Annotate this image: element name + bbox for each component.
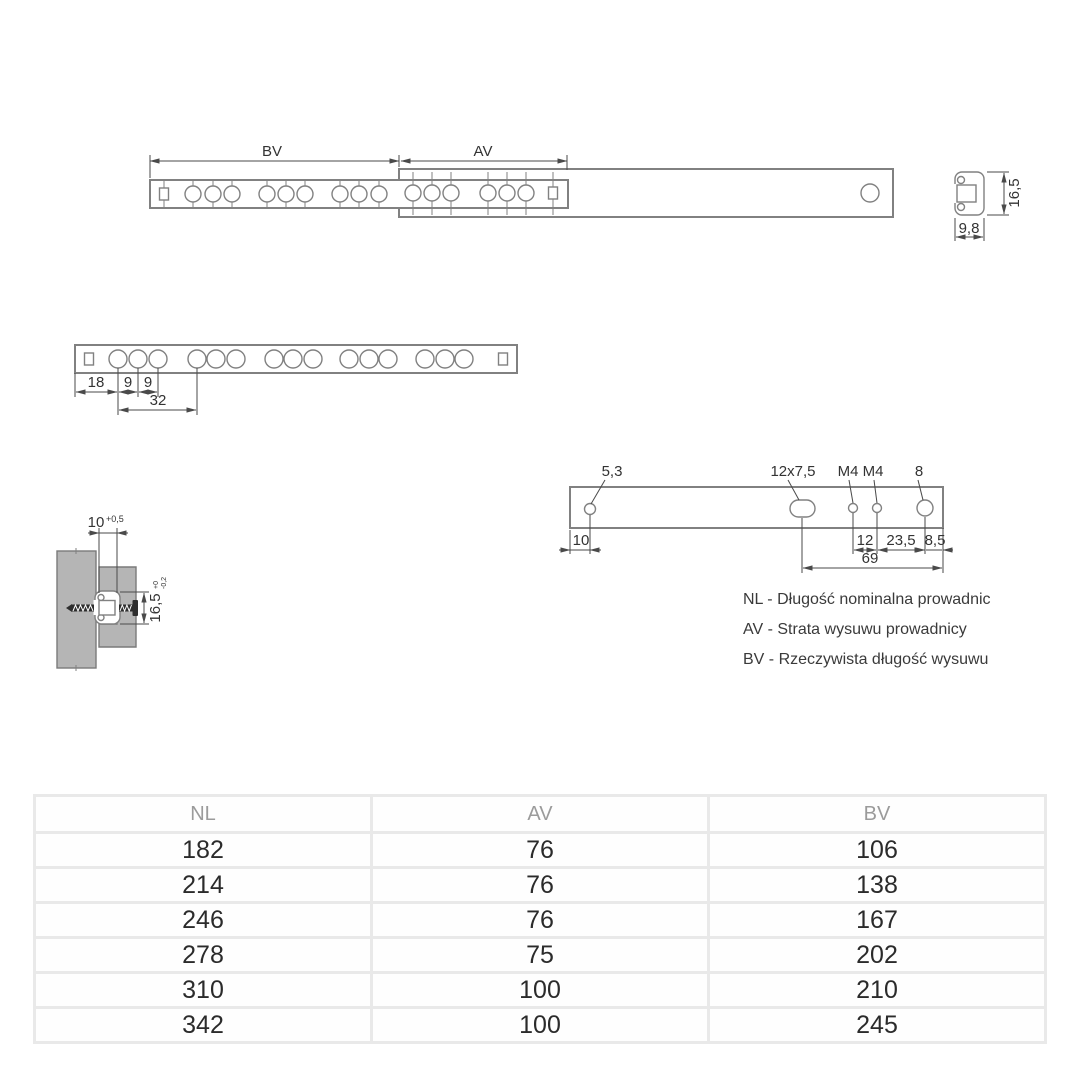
table-cell: 100	[372, 973, 709, 1008]
dim-label-groove-tolerance: +0,5	[106, 514, 124, 524]
table-row	[35, 833, 1046, 868]
table-cell: 106	[709, 833, 1046, 868]
profile-cross-section	[953, 172, 1024, 241]
dim-label-12: 12	[856, 532, 874, 549]
dim-label-9a: 9	[123, 374, 133, 391]
hole-label-m4-left: M4	[837, 463, 859, 480]
table-cell: 100	[372, 1008, 709, 1043]
table-cell: 245	[709, 1008, 1046, 1043]
table-cell: 75	[372, 938, 709, 973]
table-row	[35, 903, 1046, 938]
table-cell: 210	[709, 973, 1046, 1008]
mounting-rail-drawing	[559, 463, 953, 573]
table-cell: 76	[372, 903, 709, 938]
dim-label-av: AV	[473, 143, 493, 160]
table-cell: 310	[35, 973, 372, 1008]
table-cell: 278	[35, 938, 372, 973]
table-cell: 76	[372, 833, 709, 868]
table-cell: 202	[709, 938, 1046, 973]
extended-slide-top-view	[150, 143, 893, 217]
av-dimension	[401, 143, 567, 170]
table-cell: 214	[35, 868, 372, 903]
dim-label-10: 10	[572, 532, 590, 549]
dim-label-tol-plus: +0	[153, 581, 160, 589]
bv-dimension	[150, 143, 399, 178]
hole-label-m4-right: M4	[862, 463, 884, 480]
dim-label-18: 18	[87, 374, 105, 391]
column-header-bv: BV	[709, 796, 1046, 833]
drilling-rail-holes	[109, 350, 473, 368]
dim-label-23-5: 23,5	[886, 532, 916, 549]
dimension-table	[33, 794, 1047, 1044]
hole-label-5-3: 5,3	[601, 463, 623, 480]
dim-label-section-height: 16,5	[147, 593, 164, 623]
table-cell: 167	[709, 903, 1046, 938]
dim-label-profile-height: 16,5	[1006, 178, 1023, 208]
dim-label-groove: 10	[87, 514, 105, 531]
legend-line-av: AV - Strata wysuwu prowadnicy	[743, 621, 967, 638]
table-row	[35, 938, 1046, 973]
table-cell: 138	[709, 868, 1046, 903]
table-row	[35, 868, 1046, 903]
abbreviation-legend	[743, 589, 991, 679]
table-cell: 76	[372, 868, 709, 903]
dim-label-tol-minus: -0,2	[161, 576, 168, 589]
legend-line-bv: BV - Rzeczywista długość wysuwu	[743, 651, 989, 668]
installation-section-drawing	[57, 514, 168, 671]
dim-label-bv: BV	[261, 143, 283, 160]
dim-label-32: 32	[149, 392, 167, 409]
drilling-rail-dimensions	[75, 368, 197, 415]
hole-label-slot: 12x7,5	[770, 463, 816, 480]
column-header-nl: NL	[35, 796, 372, 833]
legend-line-nl: NL - Długość nominalna prowadnic	[743, 591, 991, 608]
dim-label-9b: 9	[143, 374, 153, 391]
table-cell: 182	[35, 833, 372, 868]
table-cell: 246	[35, 903, 372, 938]
table-row	[35, 1008, 1046, 1043]
dim-label-8-5: 8,5	[924, 532, 946, 549]
table-cell: 342	[35, 1008, 372, 1043]
dim-label-profile-width: 9,8	[958, 220, 980, 237]
drilling-rail-drawing	[75, 345, 517, 415]
column-header-av: AV	[372, 796, 709, 833]
dim-label-69: 69	[861, 550, 879, 567]
table-header-row	[35, 796, 1046, 833]
slide-profile-in-groove	[94, 591, 121, 624]
table-row	[35, 973, 1046, 1008]
hole-label-8: 8	[914, 463, 924, 480]
